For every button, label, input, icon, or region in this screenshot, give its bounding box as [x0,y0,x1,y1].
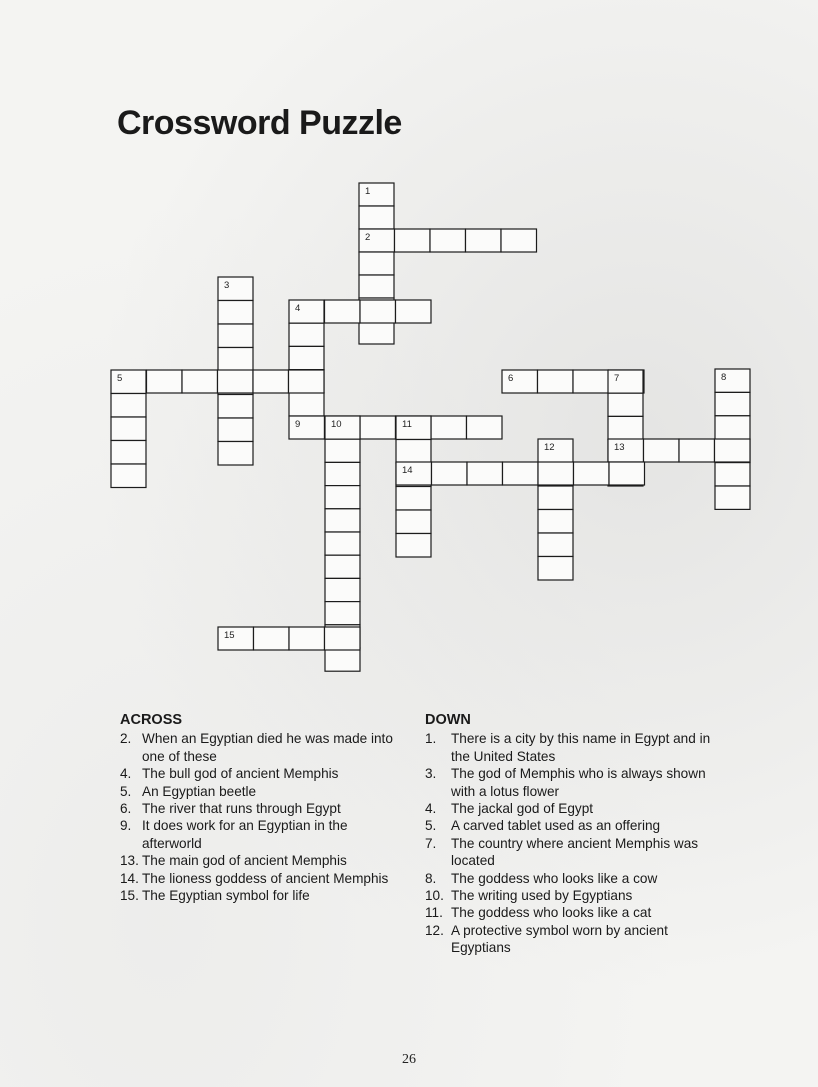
grid-cell[interactable] [715,416,750,439]
grid-cell[interactable] [359,252,394,275]
down-heading: DOWN [425,712,471,728]
grid-cell-number: 7 [614,373,620,384]
grid-cell[interactable] [111,394,146,418]
across-clue-text: The river that runs through Egypt [142,801,341,817]
grid-cell[interactable] [289,323,324,346]
grid-cell[interactable] [325,462,360,485]
down-clue [425,922,725,957]
grid-cell-number: 10 [331,419,342,430]
across-clue [120,870,395,887]
grid-cell[interactable] [218,370,254,393]
grid-cell[interactable] [360,416,396,439]
grid-cell[interactable] [289,370,325,393]
across-clue-number: 13. [120,853,139,869]
down-clue-number: 1. [425,731,437,747]
grid-cell[interactable] [253,370,289,393]
grid-cell[interactable] [608,393,643,416]
across-clue [120,730,395,765]
grid-cell-number: 2 [365,232,371,243]
down-clue-text: There is a city by this name in Egypt and in the United States [451,731,711,764]
grid-cell-number: 12 [544,442,555,453]
across-clue-list [120,730,395,904]
grid-cell[interactable] [218,324,253,348]
down-clue-text: The writing used by Egyptians [451,888,633,904]
grid-cell[interactable] [325,509,360,532]
grid-cell[interactable] [182,370,218,393]
grid-cell[interactable] [574,462,610,485]
grid-cell[interactable] [466,229,502,252]
down-clue-text: The god of Memphis who is always shown with a lotus flower [451,766,706,799]
across-clue [120,852,395,869]
down-clue-number: 11. [425,905,443,921]
across-clue-number: 14. [120,870,139,886]
grid-cell-number: 3 [224,280,230,291]
down-clue-number: 12. [425,922,444,938]
page-number: 26 [402,1052,416,1067]
grid-cell[interactable] [430,229,466,252]
grid-cell[interactable] [254,627,290,650]
grid-cell[interactable] [289,346,324,369]
grid-cell[interactable] [289,627,325,650]
grid-cell[interactable] [218,442,253,466]
grid-cell[interactable] [325,578,360,601]
across-clue-text: The main god of ancient Memphis [142,853,347,869]
grid-cell[interactable] [538,557,573,581]
across-clue-number: 4. [120,766,132,782]
grid-cell[interactable] [609,462,645,485]
grid-cell[interactable] [715,392,750,415]
down-clue-text: The goddess who looks like a cat [451,905,652,921]
across-heading: ACROSS [120,712,183,728]
across-clue [120,817,395,852]
grid-cell[interactable] [396,487,431,511]
grid-cell[interactable] [467,462,503,485]
grid-cell[interactable] [218,395,253,419]
across-clue [120,887,395,904]
across-clue [120,765,395,782]
grid-cell[interactable] [715,486,750,509]
down-clue [425,800,725,817]
down-clue-number: 8. [425,870,437,886]
grid-cell[interactable] [608,416,643,439]
down-clue-text: The country where ancient Memphis was located [451,835,699,869]
grid-cell-number: 13 [614,442,625,453]
grid-cell[interactable] [218,348,253,372]
across-clue [120,783,395,800]
grid-cell[interactable] [467,416,503,439]
grid-cell[interactable] [325,439,360,462]
grid-cell[interactable] [395,229,431,252]
across-clue-text: The Egyptian symbol for life [142,888,310,904]
grid-cell[interactable] [538,486,573,510]
across-clue-text: The bull god of ancient Memphis [142,766,339,782]
down-clue-number: 10. [425,888,444,904]
grid-cell-number: 8 [721,372,727,383]
down-clue [425,904,725,921]
grid-cell[interactable] [111,441,146,465]
grid-cell[interactable] [359,275,394,298]
page-title: Crossword Puzzle [117,104,402,142]
across-clue-number: 9. [120,818,132,834]
grid-cell[interactable] [325,555,360,578]
down-clue-text: A protective symbol worn by ancient Egyptians [451,922,668,956]
grid-cell-number: 11 [402,419,412,430]
down-clue [425,887,725,904]
down-clue [425,835,725,870]
grid-cell[interactable] [679,439,715,462]
grid-cell[interactable] [573,370,609,393]
grid-cell[interactable] [715,463,750,486]
grid-cell[interactable] [147,370,183,393]
down-clue [425,765,725,800]
down-clue [425,817,725,834]
grid-cell[interactable] [111,417,146,441]
across-clue-text: The lioness goddess of ancient Memphis [142,870,389,886]
down-clue-number: 4. [425,801,437,817]
grid-cell[interactable] [359,206,394,229]
grid-cell[interactable] [325,648,360,671]
grid-cell[interactable] [218,301,253,325]
grid-cell-number: 5 [117,373,123,384]
across-clue-number: 2. [120,731,132,747]
across-clue-number: 15. [120,888,139,904]
across-clue-number: 5. [120,783,132,799]
down-clue-number: 3. [425,766,437,782]
grid-cell[interactable] [359,321,394,344]
grid-cell[interactable] [715,439,751,462]
grid-cell[interactable] [325,627,361,650]
across-clue-text: It does work for an Egyptian in the afterworld [142,818,348,851]
grid-cell-number: 6 [508,373,514,384]
across-clue-text: An Egyptian beetle [142,783,257,799]
grid-cell[interactable] [325,486,360,509]
across-clue-text: When an Egyptian died he was made into one of these [142,731,393,764]
grid-cell[interactable] [501,229,537,252]
grid-cell-number: 1 [365,186,371,197]
across-clue-number: 6. [120,801,132,817]
grid-cell[interactable] [396,534,431,558]
down-clue-list [425,730,725,956]
grid-cell[interactable] [289,393,324,416]
grid-cell[interactable] [396,510,431,534]
down-clue [425,730,725,765]
across-clues [120,712,395,904]
grid-cell-number: 14 [402,465,413,476]
grid-cell[interactable] [538,462,574,485]
grid-cell-number: 4 [295,303,301,314]
grid-cell[interactable] [431,416,467,439]
grid-cell[interactable] [538,533,573,557]
grid-cell[interactable] [325,300,361,323]
grid-cell[interactable] [538,370,574,393]
grid-cell[interactable] [360,300,396,323]
grid-cell[interactable] [503,462,539,485]
grid-cell[interactable] [644,439,680,462]
grid-cell[interactable] [432,462,468,485]
down-clue-text: A carved tablet used as an offering [451,818,661,834]
across-clue [120,800,395,817]
down-clues [425,712,725,957]
down-clue-text: The jackal god of Egypt [451,801,594,817]
down-clue [425,870,725,887]
grid-cell[interactable] [538,510,573,534]
grid-cell[interactable] [111,464,146,488]
down-clue-text: The goddess who looks like a cow [451,870,658,886]
grid-cell-number: 9 [295,419,301,430]
down-clue-number: 5. [425,818,437,834]
down-clue-number: 7. [425,835,437,851]
grid-cell[interactable] [325,532,360,555]
grid-cell[interactable] [396,300,432,323]
grid-cell[interactable] [396,440,431,464]
grid-cell[interactable] [218,418,253,442]
grid-cell-number: 15 [224,630,235,641]
grid-cell[interactable] [325,602,360,625]
